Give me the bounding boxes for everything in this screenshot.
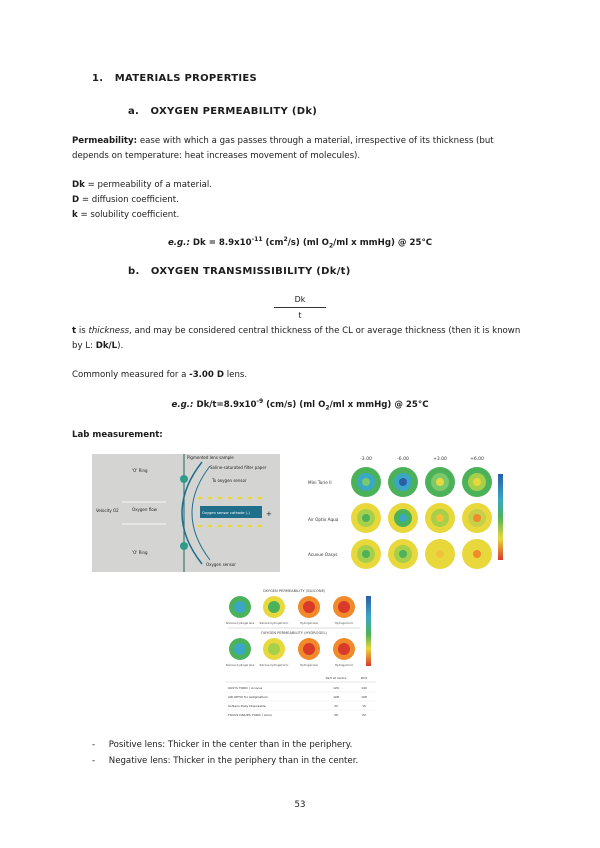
formula-unit: (cm	[262, 237, 284, 248]
table-cell: 22	[334, 704, 338, 708]
fraction-denominator: t	[298, 311, 302, 320]
thickness-rest: , and may be considered central thickness of the CL or average thickness (then it is known by L:	[72, 326, 521, 351]
lens-map	[333, 638, 355, 660]
row-label: Acuvue Oasys	[308, 552, 338, 557]
commonly-pre: Commonly measured for a	[72, 370, 190, 380]
table-cell: AIR OPTIX for Astigmatism	[228, 695, 268, 699]
map-caption: Hydrogel toric	[334, 622, 354, 625]
subheading-a	[128, 106, 317, 117]
lens-map	[351, 467, 381, 497]
oxygen-measurement-diagram	[92, 454, 280, 572]
thickness-symbol: t	[72, 326, 77, 336]
label-sample: Pigmented lens sample	[187, 455, 234, 460]
table-cell: 26	[334, 713, 338, 717]
map-caption: Silicone hydrogel toric	[259, 622, 289, 625]
list-item: - Negative lens: Thicker in the periphery than in the center.	[92, 756, 359, 766]
color-scale-bar	[366, 596, 371, 666]
map-caption: Hydrogel lens	[300, 664, 318, 667]
silicone-vs-hydrogel-figure	[226, 586, 382, 722]
lens-map	[425, 539, 455, 569]
table-cell: 15	[362, 704, 366, 708]
formula-text: Dk = 8.9x10	[189, 237, 252, 248]
lab-measurement-heading	[72, 428, 532, 443]
example-label: e.g.:	[171, 399, 194, 410]
table-cell: 129	[333, 686, 339, 690]
commonly-power: -3.00 D	[189, 370, 225, 380]
example-1-formula	[72, 236, 528, 250]
table-cell: 108	[361, 695, 367, 699]
formula-unit: /s) (ml O	[287, 237, 329, 248]
formula-text: Dk/t=8.9x10	[193, 399, 257, 410]
definition-text: = permeability of a material.	[84, 180, 212, 190]
formula-subscript: 2	[325, 404, 330, 412]
subheading-a-title: OXYGEN PERMEABILITY (Dk)	[150, 106, 318, 117]
subheading-b-title: OXYGEN TRANSMISSIBILITY (Dk/t)	[150, 266, 351, 277]
table-cell: 108	[333, 695, 339, 699]
thickness-word: thickness	[88, 326, 130, 336]
lens-map	[462, 467, 492, 497]
label-velocity: Velocity O2	[96, 508, 119, 513]
formula-unit-exponent: 2	[283, 236, 288, 243]
map-caption: Hydrogel toric	[334, 664, 354, 667]
permeability-definition: ease with which a gas passes through a material, irrespective of its thickness (but depends on temperature: heat increases movement of molecules).	[72, 136, 494, 161]
lens-map	[263, 596, 285, 618]
thickness-paragraph	[72, 324, 532, 354]
example-label: e.g.:	[167, 237, 190, 248]
lens-thickness-bullets	[92, 737, 358, 769]
commonly-post: lens.	[224, 370, 248, 380]
definition-d	[72, 193, 532, 208]
subheading-a-letter: a.	[128, 106, 140, 117]
formula-unit: (cm/s) (ml O	[263, 399, 326, 410]
o-ring-top	[180, 475, 188, 483]
map-caption: Hydrogel lens	[300, 622, 318, 625]
formula-exponent: -9	[256, 398, 264, 405]
lens-map	[229, 596, 251, 618]
o-ring-bottom	[180, 542, 188, 550]
lens-map	[388, 467, 418, 497]
table-cell: OASYS TORIC / Acuvue	[228, 686, 263, 690]
thickness-dkl: Dk/L	[95, 341, 118, 351]
formula-rest: /ml x mmHg) @ 25°C	[333, 237, 433, 248]
formula-rest: /ml x mmHg) @ 25°C	[329, 399, 429, 410]
thickness-is: is	[76, 326, 89, 336]
dkt-map-grid	[306, 452, 512, 570]
lens-map	[425, 467, 455, 497]
bullet-text: Negative lens: Thicker in the periphery than in the center.	[108, 756, 359, 766]
section-title: MATERIALS PROPERTIES	[114, 73, 258, 84]
example-2-formula	[72, 398, 528, 412]
definitions-list	[72, 178, 532, 223]
label-saline: Saline-saturated filter paper	[210, 465, 267, 470]
table-cell: SofLens Daily Disposable	[228, 704, 266, 708]
list-item: - Positive lens: Thicker in the center than in the periphery.	[92, 740, 353, 750]
section-heading	[92, 73, 257, 84]
lens-map	[388, 503, 418, 533]
subheading-b	[128, 266, 351, 277]
column-label: -6.00	[397, 457, 409, 462]
row-label: Air Optix Aqua	[308, 517, 339, 522]
section-number: 1.	[92, 73, 104, 84]
lens-map	[229, 638, 251, 660]
map-caption: Silicone hydrogel lens	[226, 622, 255, 625]
figure-header-2: OXYGEN PERMEABILITY (HYDROGEL)	[261, 631, 327, 635]
color-scale-bar	[498, 474, 503, 560]
definition-text: = diffusion coefficient.	[79, 195, 179, 205]
lab-title: Lab measurement:	[72, 430, 163, 440]
lens-map	[425, 503, 455, 533]
permeability-paragraph	[72, 134, 532, 164]
column-label: +6.00	[470, 457, 484, 462]
commonly-paragraph	[72, 368, 532, 383]
lens-map	[462, 503, 492, 533]
lens-map	[298, 596, 320, 618]
thickness-end: ).	[117, 341, 124, 351]
map-caption: Silicone hydrogel toric	[259, 664, 289, 667]
map-caption: Silicone hydrogel lens	[226, 664, 255, 667]
lens-map	[388, 539, 418, 569]
fraction-numerator: Dk	[294, 295, 306, 304]
permeability-term: Permeability:	[72, 136, 138, 146]
row-label: Mini Torie II	[308, 480, 332, 485]
definition-k	[72, 208, 532, 223]
formula-subscript: 2	[328, 242, 334, 250]
bullet-text: Positive lens: Thicker in the center than in the periphery.	[108, 740, 353, 750]
figure-header-1: OXYGEN PERMEABILITY (SILICONE)	[262, 589, 326, 593]
fraction-dk-over-t	[270, 295, 330, 320]
label-oxygen-sensor: Oxygen sensor	[206, 562, 236, 567]
label-o-ring-2: 'O' Ring	[132, 550, 148, 555]
table-cell: 140	[361, 686, 367, 690]
table-header: Dk/t at centre	[325, 676, 347, 680]
subheading-b-letter: b.	[128, 266, 140, 277]
definition-symbol: k	[72, 210, 78, 220]
definition-symbol: Dk	[72, 180, 85, 190]
label-o-ring: 'O' Ring	[132, 468, 148, 473]
lens-map	[351, 539, 381, 569]
lens-map	[333, 596, 355, 618]
label-to-oxygen: To oxygen sensor	[212, 478, 247, 483]
lens-map	[298, 638, 320, 660]
label-oxygen-flow: Oxygen flow	[132, 507, 157, 512]
lens-map	[351, 503, 381, 533]
page-number: 53	[294, 800, 306, 810]
column-label: -3.00	[360, 457, 372, 462]
table-header: Dk/t	[360, 676, 368, 680]
table-cell: FOCUS DAILIES TORIC / Alcon	[228, 713, 273, 717]
formula-exponent: -11	[251, 236, 263, 243]
label-electrode: Oxygen sensor cathode (-)	[202, 511, 250, 515]
definition-text: = solubility coefficient.	[77, 210, 180, 220]
plus-sign: +	[266, 510, 272, 518]
table-cell: 22	[362, 713, 366, 717]
lens-map	[263, 638, 285, 660]
definition-symbol: D	[72, 195, 80, 205]
definition-dk	[72, 178, 532, 193]
column-label: +3.00	[433, 457, 447, 462]
lens-map	[462, 539, 492, 569]
